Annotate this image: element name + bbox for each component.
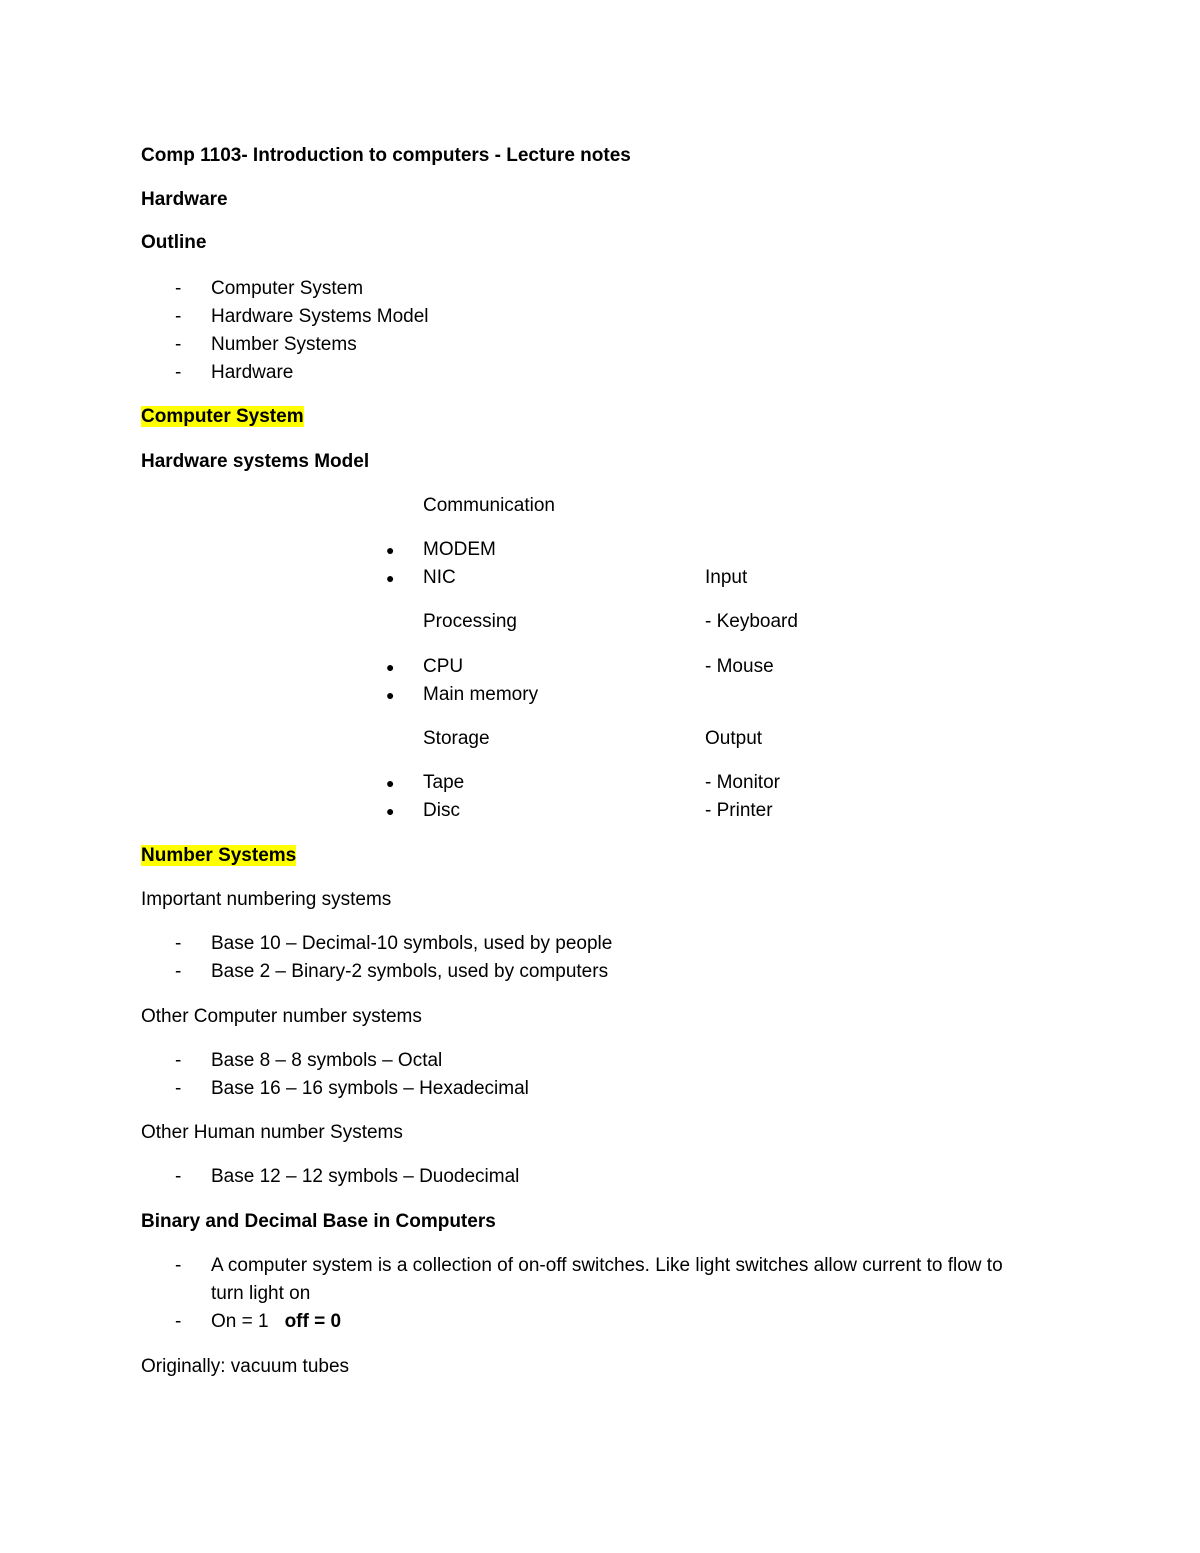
processing-label: Processing — [423, 611, 517, 632]
communication-item: NIC — [423, 567, 456, 588]
list-dash: - — [175, 334, 182, 355]
binary-item-line: turn light on — [211, 1283, 311, 1304]
list-dash: - — [175, 306, 182, 327]
bullet-icon: ● — [386, 803, 395, 819]
list-dash: - — [175, 1078, 182, 1099]
communication-label: Communication — [423, 495, 555, 516]
on-off-item — [211, 1310, 341, 1334]
bullet-icon: ● — [386, 570, 395, 586]
storage-item: Disc — [423, 800, 460, 821]
important-system-item: Base 2 – Binary-2 symbols, used by computers — [211, 961, 609, 982]
number-systems-heading — [141, 844, 296, 868]
bullet-icon: ● — [386, 542, 395, 558]
list-dash: - — [175, 1311, 182, 1332]
output-item: - Monitor — [705, 772, 780, 793]
hardware-heading: Hardware — [141, 189, 228, 210]
input-item: - Mouse — [705, 656, 774, 677]
document-title: Comp 1103- Introduction to computers - Lecture notes — [141, 145, 631, 166]
processing-item: Main memory — [423, 684, 539, 705]
list-dash: - — [175, 1166, 182, 1187]
list-dash: - — [175, 362, 182, 383]
important-system-item: Base 10 – Decimal-10 symbols, used by people — [211, 933, 613, 954]
communication-item: MODEM — [423, 539, 496, 560]
storage-item: Tape — [423, 772, 465, 793]
list-dash: - — [175, 933, 182, 954]
outline-item: Number Systems — [211, 334, 357, 355]
originally-line: Originally: vacuum tubes — [141, 1356, 350, 1377]
output-item: - Printer — [705, 800, 773, 821]
other-computer-item: Base 16 – 16 symbols – Hexadecimal — [211, 1078, 529, 1099]
computer-system-heading — [141, 405, 304, 429]
list-dash: - — [175, 961, 182, 982]
outline-item: Hardware Systems Model — [211, 306, 429, 327]
output-label: Output — [705, 728, 763, 749]
other-computer-label: Other Computer number systems — [141, 1006, 422, 1027]
other-computer-item: Base 8 – 8 symbols – Octal — [211, 1050, 443, 1071]
bullet-icon: ● — [386, 687, 395, 703]
other-human-item: Base 12 – 12 symbols – Duodecimal — [211, 1166, 520, 1187]
outline-item: Computer System — [211, 278, 364, 299]
list-dash: - — [175, 1255, 182, 1276]
input-label: Input — [705, 567, 748, 588]
off-value: off = 0 — [284, 1311, 342, 1332]
processing-item: CPU — [423, 656, 464, 677]
highlighted-text: Number Systems — [141, 845, 297, 866]
important-systems-label: Important numbering systems — [141, 889, 392, 910]
highlighted-text: Computer System — [141, 406, 304, 427]
outline-item: Hardware — [211, 362, 294, 383]
other-human-label: Other Human number Systems — [141, 1122, 403, 1143]
hw-model-heading: Hardware systems Model — [141, 451, 370, 472]
input-item: - Keyboard — [705, 611, 798, 632]
list-dash: - — [175, 278, 182, 299]
outline-heading: Outline — [141, 232, 207, 253]
binary-item-line: A computer system is a collection of on-off switches. Like light switches allow current to flow to — [211, 1255, 1003, 1276]
bullet-icon: ● — [386, 775, 395, 791]
list-dash: - — [175, 1050, 182, 1071]
bullet-icon: ● — [386, 659, 395, 675]
on-value: On = 1 — [211, 1311, 269, 1332]
storage-label: Storage — [423, 728, 490, 749]
binary-heading: Binary and Decimal Base in Computers — [141, 1211, 496, 1232]
